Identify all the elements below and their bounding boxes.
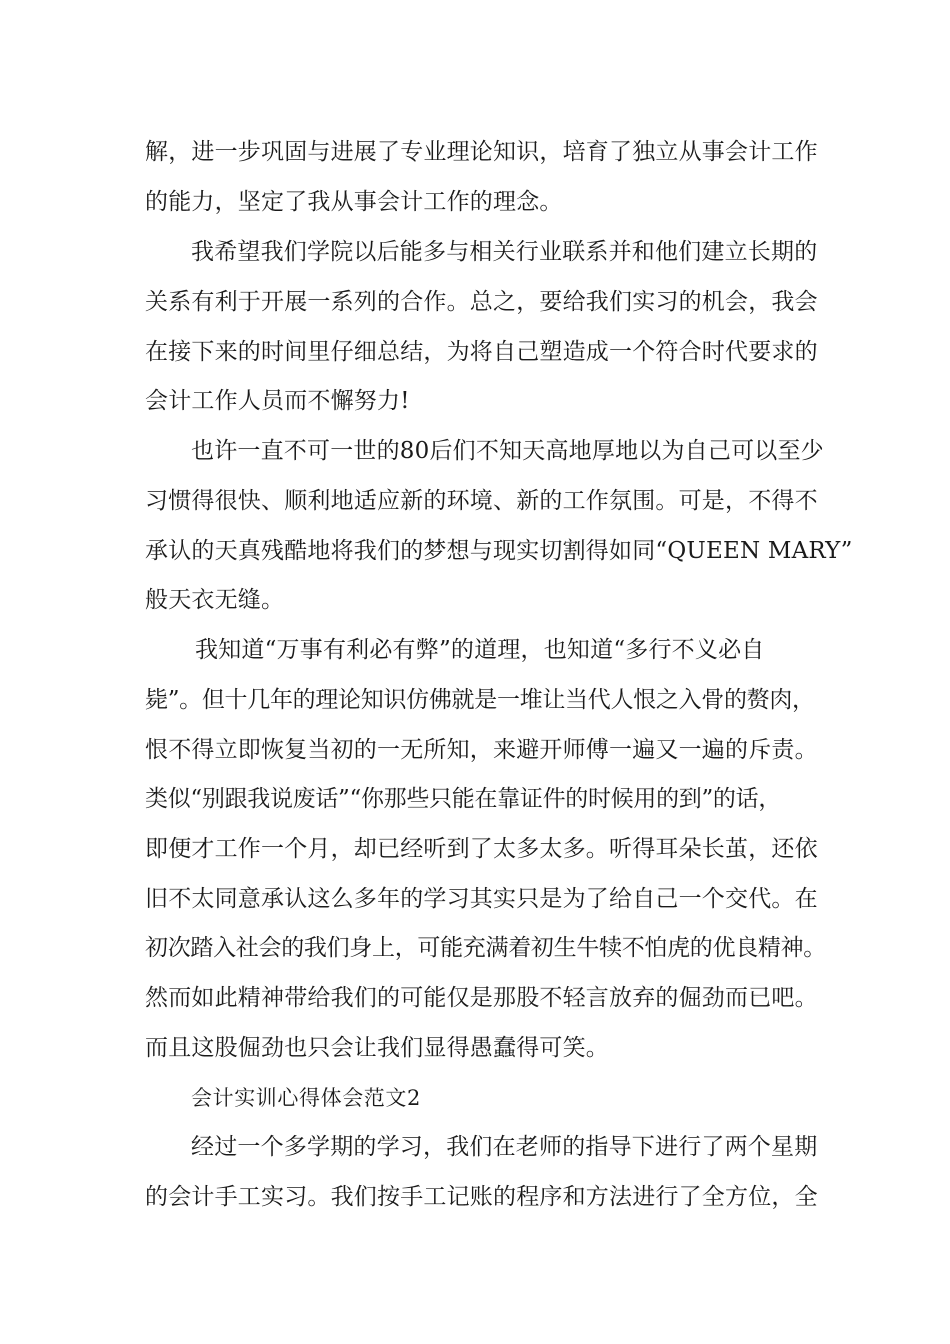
text-line: 也许一直不可一世的80后们不知天高地厚地以为自己可以至少: [191, 438, 824, 464]
text-line: 初次踏入社会的我们身上，可能充满着初生牛犊不怕虎的优良精神。: [145, 935, 827, 961]
text-line: 会计工作人员而不懈努力!: [145, 388, 410, 414]
text-line: 而且这股倔劲也只会让我们显得愚蠢得可笑。: [145, 1035, 609, 1061]
text-line: 恨不得立即恢复当初的一无所知，来避开师傅一遍又一遍的斥责。: [145, 737, 818, 763]
section-title: 会计实训心得体会范文2: [191, 1086, 421, 1110]
text-line: 我知道“万事有利必有弊”的道理，也知道“多行不义必自: [195, 637, 765, 663]
text-line: 经过一个多学期的学习，我们在老师的指导下进行了两个星期: [191, 1134, 818, 1160]
text-line: 毙”。但十几年的理论知识仿佛就是一堆让当代人恨之入骨的赘肉，: [145, 687, 815, 713]
text-line: 即便才工作一个月，却已经听到了太多太多。听得耳朵长茧，还依: [145, 836, 818, 862]
text-line: 的会计手工实习。我们按手工记账的程序和方法进行了全方位，全: [145, 1184, 818, 1210]
text-line: 然而如此精神带给我们的可能仅是那股不轻言放弃的倔劲而已吧。: [145, 985, 818, 1011]
text-line: 类似“别跟我说废话”“你那些只能在靠证件的时候用的到”的话，: [145, 786, 782, 812]
text-line: 在接下来的时间里仔细总结，为将自己塑造成一个符合时代要求的: [145, 339, 818, 365]
text-line: 关系有利于开展一系列的合作。总之，要给我们实习的机会，我会: [145, 289, 818, 315]
text-line: 承认的天真残酷地将我们的梦想与现实切割得如同“QUEEN MARY”: [145, 538, 853, 564]
text-line: 解，进一步巩固与进展了专业理论知识，培育了独立从事会计工作: [145, 139, 818, 165]
text-line: 我希望我们学院以后能多与相关行业联系并和他们建立长期的: [191, 239, 818, 265]
text-line: 习惯得很快、顺利地适应新的环境、新的工作氛围。可是，不得不: [145, 488, 818, 514]
text-line: 般天衣无缝。: [145, 587, 285, 613]
text-line: 的能力，坚定了我从事会计工作的理念。: [145, 189, 563, 215]
text-line: 旧不太同意承认这么多年的学习其实只是为了给自己一个交代。在: [145, 886, 818, 912]
